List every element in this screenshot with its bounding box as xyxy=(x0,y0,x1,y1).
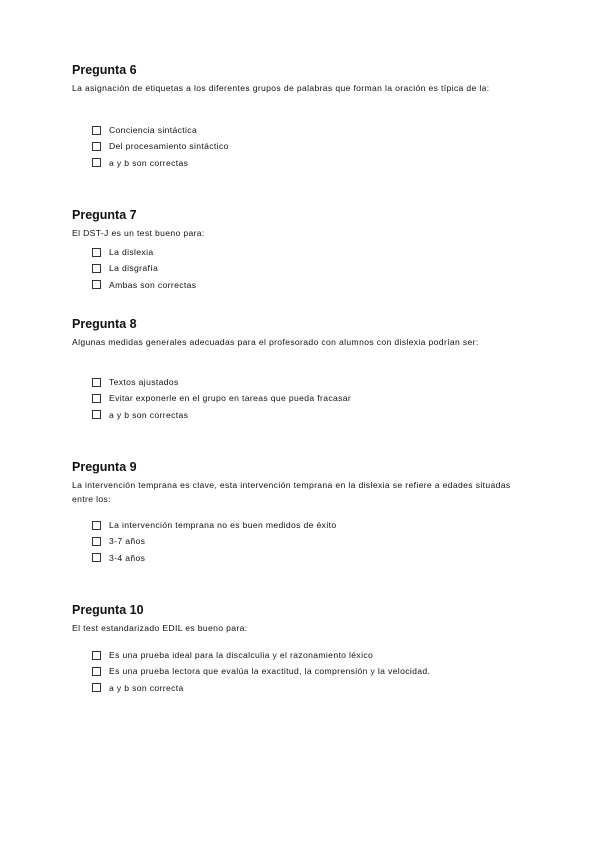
question-title: Pregunta 10 xyxy=(72,603,144,617)
option-b[interactable] xyxy=(92,533,336,549)
option-a[interactable] xyxy=(92,647,430,663)
checkbox[interactable] xyxy=(92,651,101,660)
checkbox[interactable] xyxy=(92,126,101,135)
option-label: La dislexia xyxy=(109,247,154,258)
question-title: Pregunta 8 xyxy=(72,317,137,331)
checkbox[interactable] xyxy=(92,378,101,387)
checkbox[interactable] xyxy=(92,394,101,403)
question-10 xyxy=(72,603,532,693)
checkbox[interactable] xyxy=(92,280,101,289)
checkbox[interactable] xyxy=(92,667,101,676)
option-b[interactable] xyxy=(92,663,430,679)
checkbox[interactable] xyxy=(92,683,101,692)
checkbox[interactable] xyxy=(92,158,101,167)
question-text: Algunas medidas generales adecuadas para el profesorado con alumnos con dislexia podrían ser: xyxy=(72,337,479,347)
option-b[interactable] xyxy=(92,138,229,154)
checkbox[interactable] xyxy=(92,410,101,419)
checkbox[interactable] xyxy=(92,537,101,546)
question-text: El test estandarizado EDIL es bueno para: xyxy=(72,623,248,633)
options-list xyxy=(92,122,229,171)
option-b[interactable] xyxy=(92,390,351,406)
option-label: Es una prueba ideal para la discalculia y el razonamiento léxico xyxy=(109,650,374,661)
checkbox[interactable] xyxy=(92,553,101,562)
option-label: La intervención temprana no es buen medidos de éxito xyxy=(109,520,337,531)
option-label: Del procesamiento sintáctico xyxy=(109,141,229,152)
option-label: Evitar exponerle en el grupo en tareas que pueda fracasar xyxy=(109,393,352,404)
option-a[interactable] xyxy=(92,517,336,533)
option-c[interactable] xyxy=(92,155,229,171)
option-a[interactable] xyxy=(92,122,229,138)
question-title: Pregunta 9 xyxy=(72,460,137,474)
option-b[interactable] xyxy=(92,260,196,276)
question-text: El DST-J es un test bueno para: xyxy=(72,228,205,238)
options-list xyxy=(92,647,430,696)
options-list xyxy=(92,374,351,423)
option-label: 3-7 años xyxy=(109,536,146,547)
option-label: La disgrafía xyxy=(109,263,159,274)
options-list xyxy=(92,517,336,566)
checkbox[interactable] xyxy=(92,521,101,530)
option-c[interactable] xyxy=(92,407,351,423)
options-list xyxy=(92,244,196,293)
option-a[interactable] xyxy=(92,374,351,390)
option-label: a y b son correcta xyxy=(109,682,184,693)
checkbox[interactable] xyxy=(92,248,101,257)
question-8 xyxy=(72,317,532,420)
question-text: La asignación de etiquetas a los diferentes grupos de palabras que forman la oración es típica de la: xyxy=(72,83,490,93)
option-c[interactable] xyxy=(92,550,336,566)
checkbox[interactable] xyxy=(92,142,101,151)
option-label: a y b son correctas xyxy=(109,409,189,420)
question-title: Pregunta 7 xyxy=(72,208,137,222)
question-text: La intervención temprana es clave, esta intervención temprana en la dislexia se refiere a edades situadas entre los: xyxy=(72,480,511,504)
option-a[interactable] xyxy=(92,244,196,260)
option-label: Ambas son correctas xyxy=(109,279,197,290)
option-label: 3-4 años xyxy=(109,552,146,563)
option-label: Textos ajustados xyxy=(109,377,179,388)
question-title: Pregunta 6 xyxy=(72,63,137,77)
option-c[interactable] xyxy=(92,680,430,696)
option-label: Conciencia sintáctica xyxy=(109,125,198,136)
question-6 xyxy=(72,63,532,168)
option-c[interactable] xyxy=(92,277,196,293)
option-label: Es una prueba lectora que evalúa la exactitud, la comprensión y la velocidad. xyxy=(109,666,431,677)
checkbox[interactable] xyxy=(92,264,101,273)
option-label: a y b son correctas xyxy=(109,157,189,168)
question-7 xyxy=(72,208,532,290)
question-9 xyxy=(72,460,532,563)
